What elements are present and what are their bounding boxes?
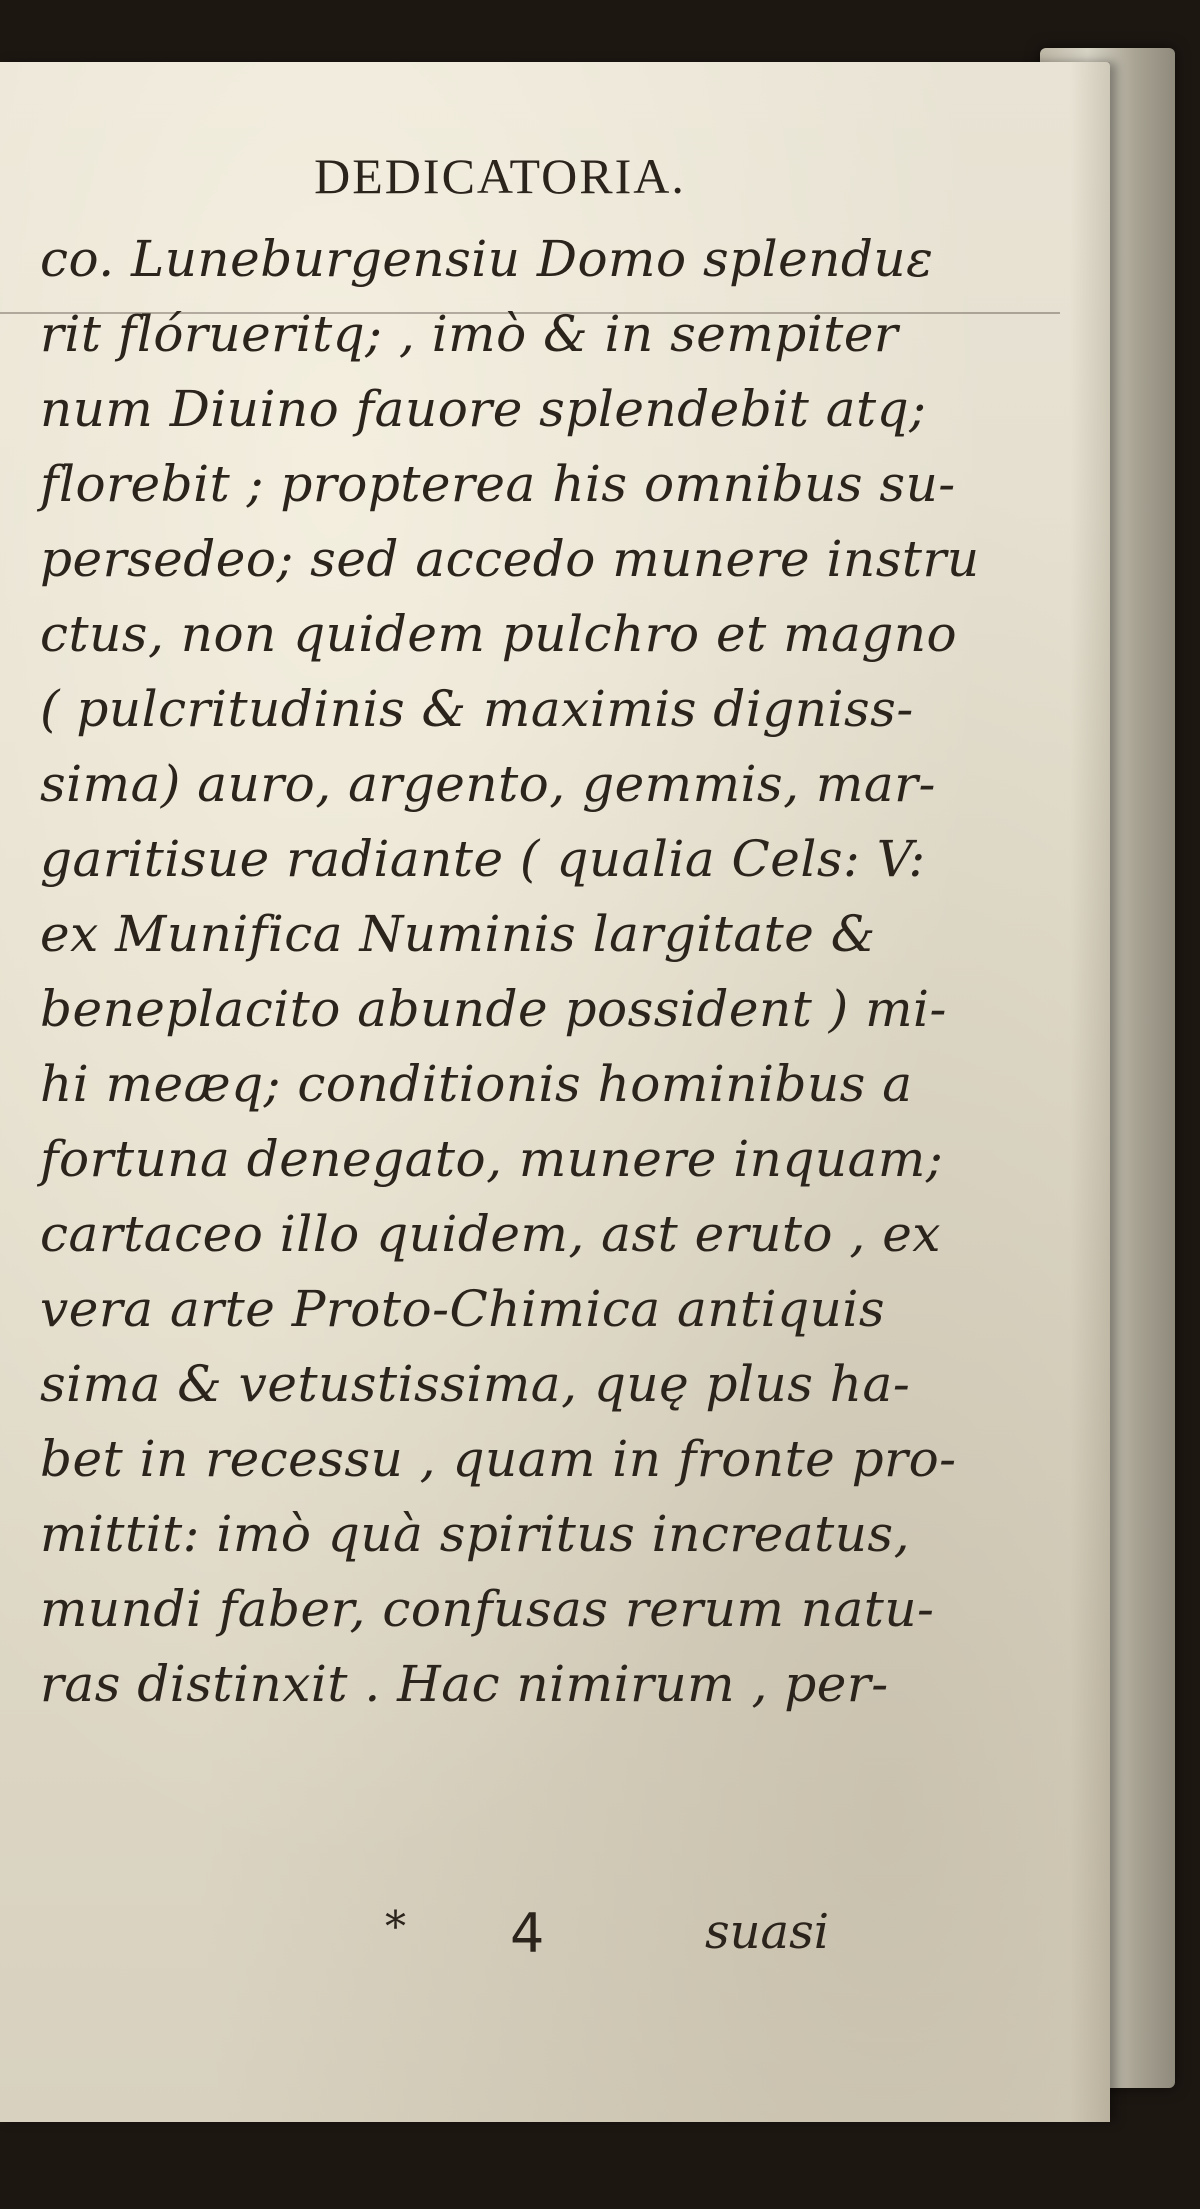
text-line: rit flórueritq; , imò & in sempiter xyxy=(40,305,899,363)
text-line: num Diuino fauore splendebit atq; xyxy=(40,380,927,438)
catchword: suasi xyxy=(705,1904,830,1960)
text-block xyxy=(40,222,980,1722)
page-footer xyxy=(0,1892,1000,1982)
text-line: bet in recessu , quam in fronte pro- xyxy=(40,1430,957,1488)
text-line: co. Luneburgensiu Domo splenduε xyxy=(40,230,934,288)
text-line: sima) auro, argento, gemmis, mar- xyxy=(40,755,936,813)
text-line: florebit ; propterea his omnibus su- xyxy=(40,455,956,513)
text-line: ex Munifica Numinis largitate & xyxy=(40,905,876,963)
text-line: ras distinxit . Hac nimirum , per- xyxy=(40,1655,889,1713)
signature-mark: * xyxy=(385,1902,406,1951)
text-line: fortuna denegato, munere inquam; xyxy=(40,1130,944,1188)
text-line: ( pulcritudinis & maximis digniss- xyxy=(40,680,914,738)
book-page xyxy=(0,62,1110,2122)
text-line: beneplacito abunde possident ) mi- xyxy=(40,980,947,1038)
running-head: DEDICATORIA. xyxy=(314,148,686,204)
text-line: cartaceo illo quidem, ast eruto , ex xyxy=(40,1205,941,1263)
text-line: vera arte Proto-Chimica antiquis xyxy=(40,1280,885,1338)
text-line: hi meæq; conditionis hominibus a xyxy=(40,1055,913,1113)
text-line: ctus, non quidem pulchro et magno xyxy=(40,605,958,663)
text-line: garitisue radiante ( qualia Cels: V: xyxy=(40,830,926,888)
text-line: mundi faber, confusas rerum natu- xyxy=(40,1580,935,1638)
signature-number: 4 xyxy=(510,1902,545,1965)
text-line: mittit: imò quà spiritus increatus, xyxy=(40,1505,910,1563)
text-line: sima & vetustissima, quę plus ha- xyxy=(40,1355,911,1413)
text-line: persedeo; sed accedo munere instru xyxy=(40,530,980,588)
